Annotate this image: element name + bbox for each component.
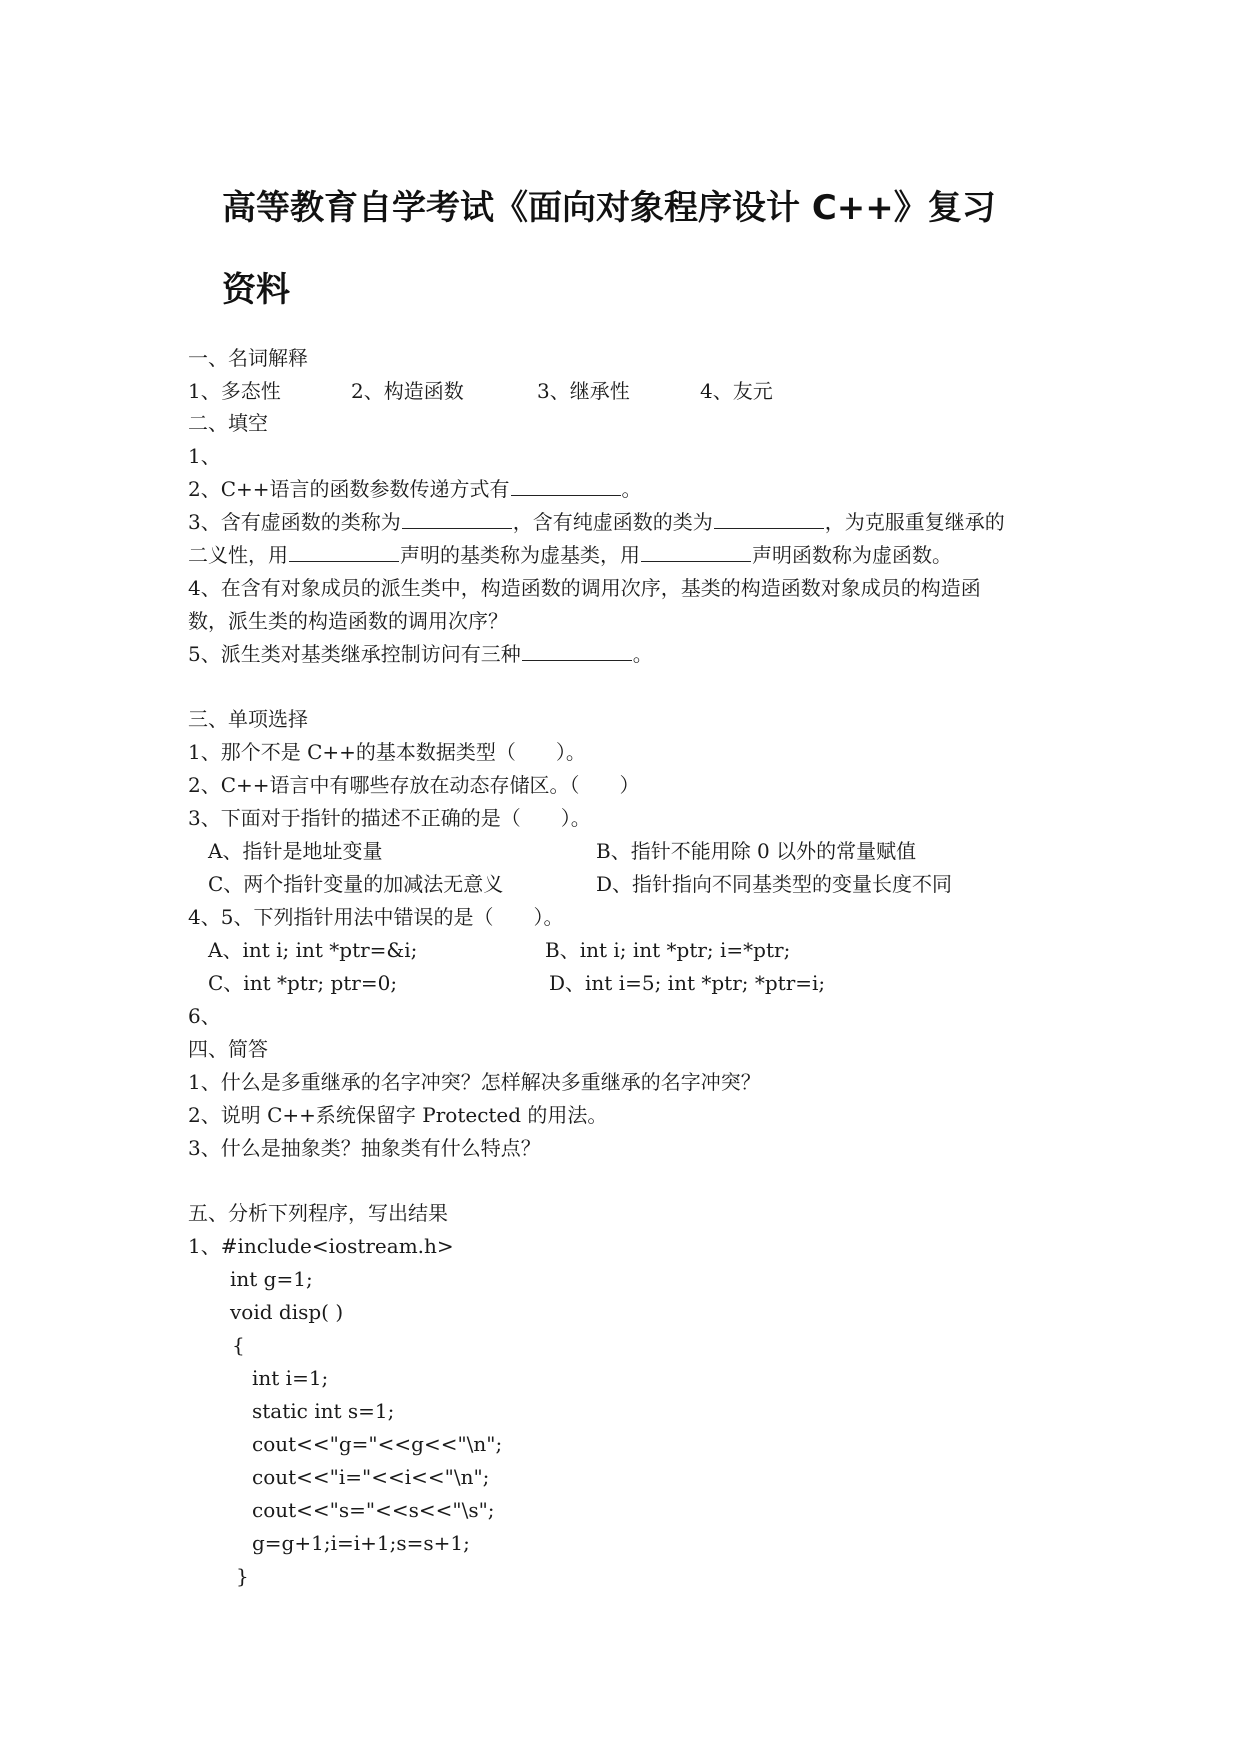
choice-q1: 1、那个不是 C++的基本数据类型（ ）。 [188,740,586,764]
fill-blank [522,642,632,661]
fill-q3-text-c: ，为克服重复继承的 [824,510,1005,534]
fill-q2-end: 。 [621,477,642,501]
fill-q1: 1、 [188,444,221,468]
code-line: cout<<"s="<<s<<"\s"; [252,1498,495,1522]
term-3: 3、继承性 [537,379,630,403]
fill-q4-line2: 数，派生类的构造函数的调用次序？ [188,609,508,633]
fill-q5-text: 5、派生类对基类继承控制访问有三种 [188,642,521,666]
short-q3: 3、什么是抽象类？抽象类有什么特点？ [188,1136,541,1160]
fill-q3-text-b: ，含有纯虚函数的类为 [512,510,713,534]
fill-q2 [188,476,642,502]
code-line: static int s=1; [252,1399,395,1423]
document-title-line1: 高等教育自学考试《面向对象程序设计 C++》复习 [222,188,996,228]
choice-q3-option-a: A、指针是地址变量 [208,839,383,863]
choice-q45-option-a: A、int i; int *ptr=&i; [208,938,418,962]
code-line: int g=1; [230,1267,313,1291]
code-line: int i=1; [252,1366,329,1390]
fill-q3-line1 [188,509,1005,535]
fill-blank [714,510,824,529]
code-line: void disp( ) [230,1300,344,1324]
section2-heading: 二、填空 [188,411,268,435]
code-line: cout<<"g="<<g<<"\n"; [252,1432,503,1456]
choice-q2: 2、C++语言中有哪些存放在动态存储区。（ ） [188,773,640,797]
fill-blank [289,543,399,562]
fill-q3-text-a: 3、含有虚函数的类称为 [188,510,401,534]
fill-q5-end: 。 [632,642,653,666]
section1-heading: 一、名词解释 [188,346,308,370]
code-line: 1、#include<iostream.h> [188,1234,454,1258]
code-line: { [232,1333,245,1357]
choice-q6: 6、 [188,1004,221,1028]
fill-q3-line2 [188,542,952,568]
choice-q3-option-c: C、两个指针变量的加减法无意义 [208,872,504,896]
fill-q3-text-e: 声明的基类称为虚基类，用 [400,543,640,567]
document-title-line2: 资料 [222,270,290,310]
fill-q2-text: 2、C++语言的函数参数传递方式有 [188,477,510,501]
section3-heading: 三、单项选择 [188,707,308,731]
choice-q45-stem: 4、5、下列指针用法中错误的是（ ）。 [188,905,564,929]
fill-q5 [188,641,653,667]
fill-q3-text-d: 二义性，用 [188,543,288,567]
code-line: } [236,1564,249,1588]
term-4: 4、友元 [700,379,773,403]
code-line: g=g+1;i=i+1;s=s+1; [252,1531,470,1555]
fill-blank [511,477,621,496]
section5-heading: 五、分析下列程序，写出结果 [188,1201,448,1225]
code-line: cout<<"i="<<i<<"\n"; [252,1465,490,1489]
term-2: 2、构造函数 [351,379,464,403]
fill-q3-text-f: 声明函数称为虚函数。 [752,543,952,567]
choice-q3-option-d: D、指针指向不同基类型的变量长度不同 [596,872,953,896]
choice-q3-option-b: B、指针不能用除 0 以外的常量赋值 [596,839,917,863]
fill-blank [641,543,751,562]
choice-q45-option-b: B、int i; int *ptr; i=*ptr; [545,938,791,962]
term-1: 1、多态性 [188,379,281,403]
section1-terms [188,378,888,404]
section4-heading: 四、简答 [188,1037,268,1061]
choice-q45-option-c: C、int *ptr; ptr=0; [208,971,398,995]
choice-q45-option-d: D、int i=5; int *ptr; *ptr=i; [549,971,826,995]
choice-q3-stem: 3、下面对于指针的描述不正确的是（ ）。 [188,806,591,830]
fill-blank [402,510,512,529]
short-q2: 2、说明 C++系统保留字 Protected 的用法。 [188,1103,608,1127]
fill-q4-line1: 4、在含有对象成员的派生类中，构造函数的调用次序，基类的构造函数对象成员的构造函 [188,576,981,600]
short-q1: 1、什么是多重继承的名字冲突？怎样解决多重继承的名字冲突？ [188,1070,761,1094]
